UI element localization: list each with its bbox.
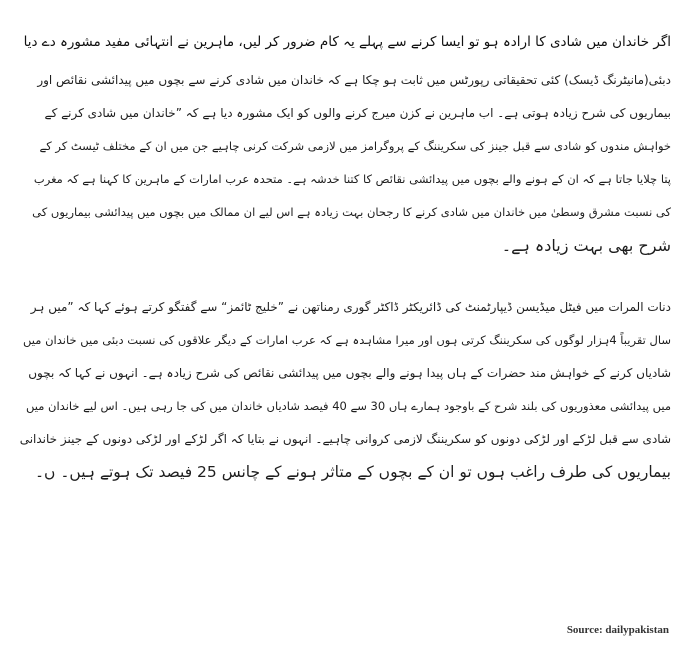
paragraph-line: سال تقریباً 4ہزار لوگوں کی سکریننگ کرتی ہوں اور میرا مشاہدہ ہے کہ عرب امارات کے دیگر علاقوں کی نسبت دبئی میں خاندان میں — [23, 333, 671, 347]
paragraph-spacer — [20, 262, 671, 291]
paragraph-line: بیماریوں کی شرح زیادہ ہوتی ہے۔ اب ماہرین نے کزن میرج کرنے والوں کو ایک مشورہ دیا ہے کہ ”خاندان میں شادی کرنے کے — [44, 106, 671, 120]
article-headline: اگر خاندان میں شادی کا ارادہ ہو تو ایسا کرنے سے پہلے یہ کام ضرور کر لیں، ماہرین نے انتہائی مفید مشورہ دے دیا — [23, 34, 671, 50]
paragraph-line: دبئی(مانیٹرنگ ڈیسک) کئی تحقیقاتی رپورٹس میں ثابت ہو چکا ہے کہ خاندان میں شادی کرنے سے بچوں میں پیدائشی نقائص اور — [37, 73, 671, 87]
paragraph-line: بیماریوں کی طرف راغب ہوں تو ان کے بچوں کے متاثر ہونے کے چانس 25 فیصد تک ہوتے ہیں۔ ں۔ — [34, 463, 671, 481]
paragraph-line: شادی سے قبل لڑکے اور لڑکی دونوں کو سکریننگ لازمی کروانی چاہیے۔ انہوں نے بتایا کہ اگر لڑکے اور لڑکی دونوں کے جینز خاندانی — [20, 432, 671, 446]
paragraph-line: دنات المرات میں فیٹل میڈیسن ڈیپارٹمنٹ کی ڈائریکٹر ڈاکٹر گوری رمناتھن نے ”خلیج ٹائمز“ سے گفتگو کرتے ہوئے کہا کہ ”میں ہر — [30, 300, 671, 314]
paragraph-line: شرح بھی بہت زیادہ ہے۔ — [501, 236, 671, 255]
source-credit: Source: dailypakistan — [566, 624, 669, 636]
paragraph-line: خواہش مندوں کو شادی سے قبل جینز کی سکریننگ کے پروگرامز میں لازمی شرکت کرنی چاہیے جن میں ان کے مختلف ٹیسٹ کر کے — [39, 139, 671, 153]
paragraph-line: پتا چلایا جاتا ہے کہ ان کے ہونے والے بچوں میں پیدائشی نقائص کا کتنا خدشہ ہے۔ متحدہ عرب امارات کے ماہرین کا کہنا ہے کہ مغرب — [33, 172, 671, 186]
article-paragraph-1 — [20, 64, 671, 262]
paragraph-line: کی نسبت مشرق وسطیٰ میں خاندان میں شادی کرنے کا رجحان بہت زیادہ ہے اس لیے ان ممالک میں بچوں میں پیدائشی بیماریوں کی — [32, 205, 671, 219]
paragraph-line: شادیاں کرنے کے خواہش مند حضرات کے ہاں پیدا ہونے والے بچوں میں پیدائشی نقائص کی شرح زیادہ ہے۔ انہوں نے کہا کہ بچوں — [28, 366, 671, 380]
paragraph-line: میں پیدائشی معذوریوں کی بلند شرح کے باوجود ہمارے ہاں 30 سے 40 فیصد شادیاں خاندان میں کی جا رہی ہیں۔ اس لیے خاندان میں — [26, 399, 671, 413]
article-paragraph-2 — [20, 291, 671, 489]
